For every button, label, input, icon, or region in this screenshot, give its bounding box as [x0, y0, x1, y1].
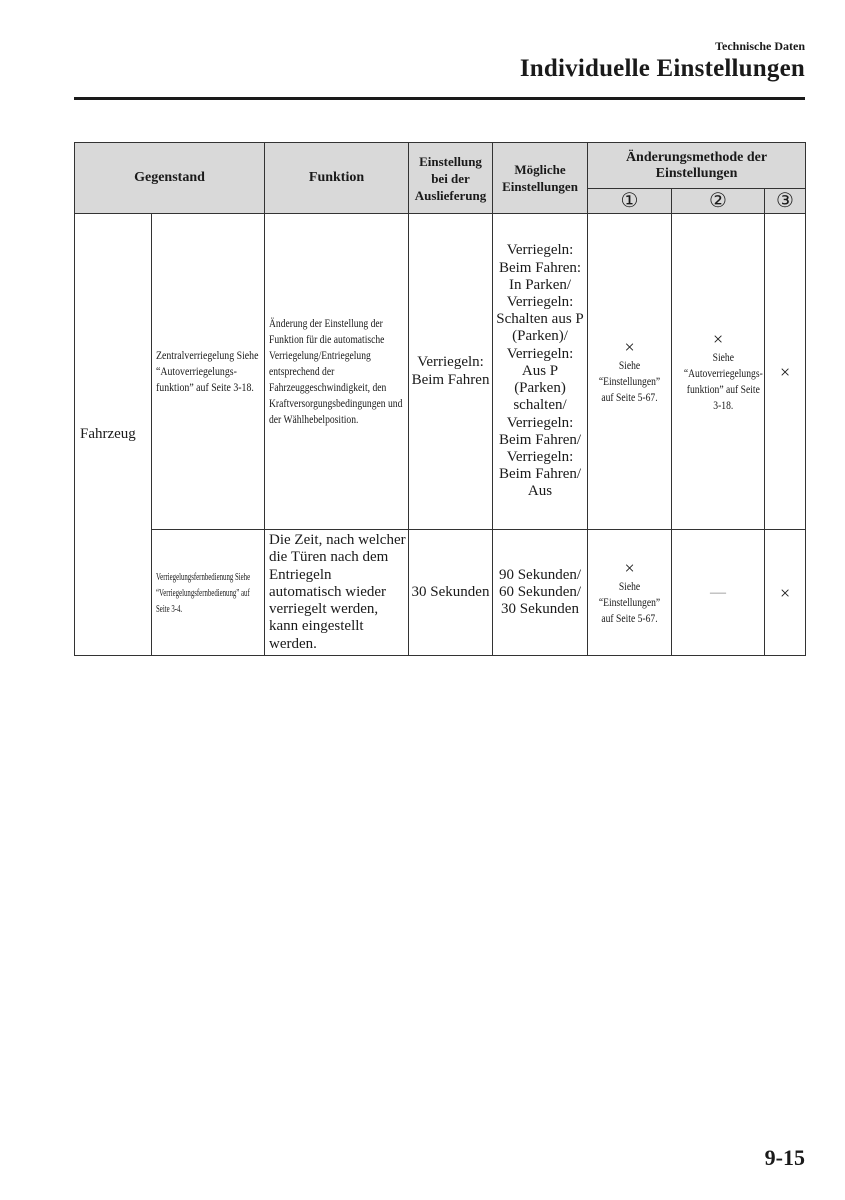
method-1-note: Siehe “Einstellungen” auf Seite 5-67. [598, 579, 661, 625]
function-cell: Die Zeit, nach welcher die Türen nach dem Entriegeln automatisch wieder verriegelt werden, kann eingestellt werden. [265, 530, 409, 656]
method-1-cell [588, 530, 672, 656]
page-number: 9-15 [764, 1145, 805, 1170]
possible-settings-cell: Verriegeln: Beim Fahren: In Parken/ Verriegeln: Schalten aus P (Parken)/ Verriegeln: Aus P (Parken) schalten/ Verriegeln: Beim Fahren/ Verriegeln: Beim Fahren/ Aus [493, 214, 588, 530]
cross-icon: × [712, 329, 724, 349]
method-3-cell [765, 214, 806, 530]
table-row [75, 530, 806, 656]
header-method-3: ③ [765, 189, 806, 214]
default-setting-cell: Verriegeln: Beim Fahren [409, 214, 493, 530]
settings-table [74, 142, 806, 656]
item-cell [152, 530, 265, 656]
method-2-cell [672, 214, 765, 530]
group-label: Fahrzeug [75, 214, 152, 656]
function-text: Änderung der Einstellung der Funktion für die automatische Verriegelung/Entriegelung entsprechend der Fahrzeuggeschwindigkeit, den Kraftversorgungsbedingungen und der Wählhebelposition. [269, 316, 403, 426]
cross-icon: × [624, 337, 635, 357]
default-setting-cell: 30 Sekunden [409, 530, 493, 656]
header-default-setting: Einstellung bei der Auslieferung [409, 143, 493, 214]
possible-settings-cell: 90 Sekunden/ 60 Sekunden/ 30 Sekunden [493, 530, 588, 656]
cross-icon: × [779, 582, 791, 603]
header-funktion: Funktion [265, 143, 409, 214]
method-3-cell [765, 530, 806, 656]
header-possible-settings: Mögliche Einstellungen [493, 143, 588, 214]
header-method-1: ① [588, 189, 672, 214]
page-title: Individuelle Einstellungen [519, 55, 805, 82]
function-cell [265, 214, 409, 530]
cross-icon: × [779, 361, 791, 382]
header-change-method: Änderungsmethode der Einstellungen [588, 143, 806, 189]
method-2-note: Siehe “Autoverriegelungs-funktion” auf Seite 3-18. [683, 350, 763, 412]
method-2-cell [672, 530, 765, 656]
title-rule [74, 97, 805, 100]
method-1-note: Siehe “Einstellungen” auf Seite 5-67. [598, 358, 661, 404]
header-gegenstand: Gegenstand [75, 143, 265, 214]
dash-icon: — [710, 583, 727, 601]
cross-icon: × [624, 558, 635, 578]
table-row [75, 214, 806, 530]
method-1-cell [588, 214, 672, 530]
item-text: Verriegelungsfernbedienung Siehe “Verriegelungsfernbedienung” auf Seite 3-4. [156, 570, 251, 615]
header-method-2: ② [672, 189, 765, 214]
item-text: Zentralverriegelung Siehe “Autoverriegelungs-funktion” auf Seite 3-18. [156, 348, 259, 394]
section-label: Technische Daten [715, 39, 805, 53]
item-cell [152, 214, 265, 530]
